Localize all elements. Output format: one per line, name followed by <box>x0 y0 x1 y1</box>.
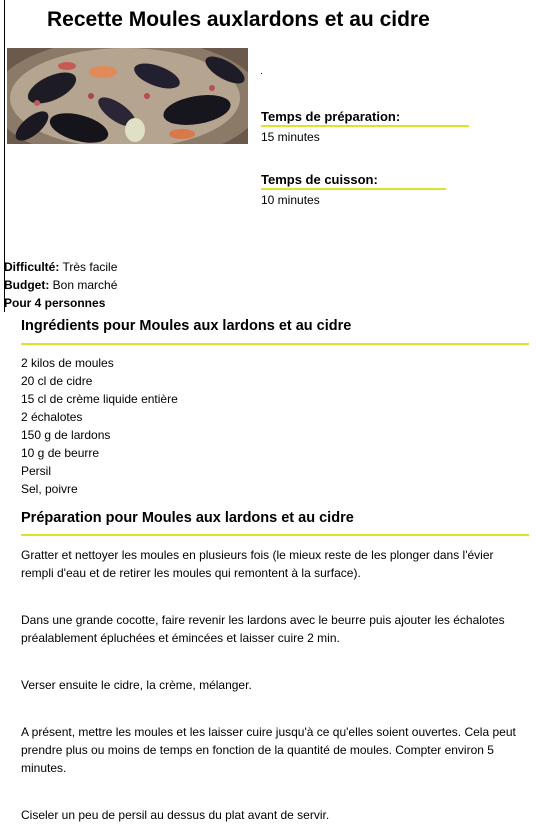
ingredients-rule <box>21 343 529 345</box>
difficulty-value: Très facile <box>62 260 118 274</box>
ingredient-item: 20 cl de cidre <box>21 374 93 388</box>
preparation-step: Ciseler un peu de persil au dessus du plat avant de servir. <box>21 808 330 822</box>
stray-dot: . <box>260 66 263 77</box>
ingredient-item: 2 échalotes <box>21 410 83 424</box>
cook-time-label: Temps de cuisson: <box>261 172 378 187</box>
cook-time-rule <box>261 188 446 190</box>
ingredient-item: Sel, poivre <box>21 482 78 496</box>
ingredients-heading: Ingrédients pour Moules aux lardons et au cidre <box>21 318 352 334</box>
prep-time-label: Temps de préparation: <box>261 109 401 124</box>
ingredient-item: 2 kilos de moules <box>21 356 114 370</box>
ingredients-list <box>21 354 178 498</box>
prep-time-rule <box>261 125 469 127</box>
recipe-photo <box>7 48 248 144</box>
preparation-heading: Préparation pour Moules aux lardons et au cidre <box>21 510 354 526</box>
preparation-step: A présent, mettre les moules et les laisser cuire jusqu'à ce qu'elles soient ouvertes. Cela peut prendre plus ou moins de temps en fonction de la quantité de moules. Compter environ 5 minutes. <box>21 725 516 775</box>
servings: Pour 4 personnes <box>4 296 106 310</box>
ingredient-item: 15 cl de crème liquide entière <box>21 392 178 406</box>
ingredient-item: Persil <box>21 464 52 478</box>
budget-value: Bon marché <box>52 278 118 292</box>
budget-label: Budget: <box>4 278 50 292</box>
difficulty-line <box>4 260 117 274</box>
prep-time-value: 15 minutes <box>261 130 320 144</box>
preparation-step: Gratter et nettoyer les moules en plusieurs fois (le mieux reste de les plonger dans l'évier rempli d'eau et de retirer les moules qui remontent à la surface). <box>21 548 494 580</box>
preparation-step: Dans une grande cocotte, faire revenir les lardons avec le beurre puis ajouter les échalotes préalablement épluchées et émincées et laisser cuire 2 min. <box>21 613 505 645</box>
preparation-rule <box>21 534 529 536</box>
ingredient-item: 150 g de lardons <box>21 428 111 442</box>
difficulty-label: Difficulté: <box>4 260 60 274</box>
preparation-step: Verser ensuite le cidre, la crème, mélanger. <box>21 678 252 692</box>
preparation-steps <box>21 546 516 824</box>
ingredient-item: 10 g de beurre <box>21 446 100 460</box>
cook-time-value: 10 minutes <box>261 193 320 207</box>
budget-line <box>4 278 117 292</box>
mussels-dish-image <box>7 48 248 144</box>
page-title: Recette Moules auxlardons et au cidre <box>47 8 430 31</box>
